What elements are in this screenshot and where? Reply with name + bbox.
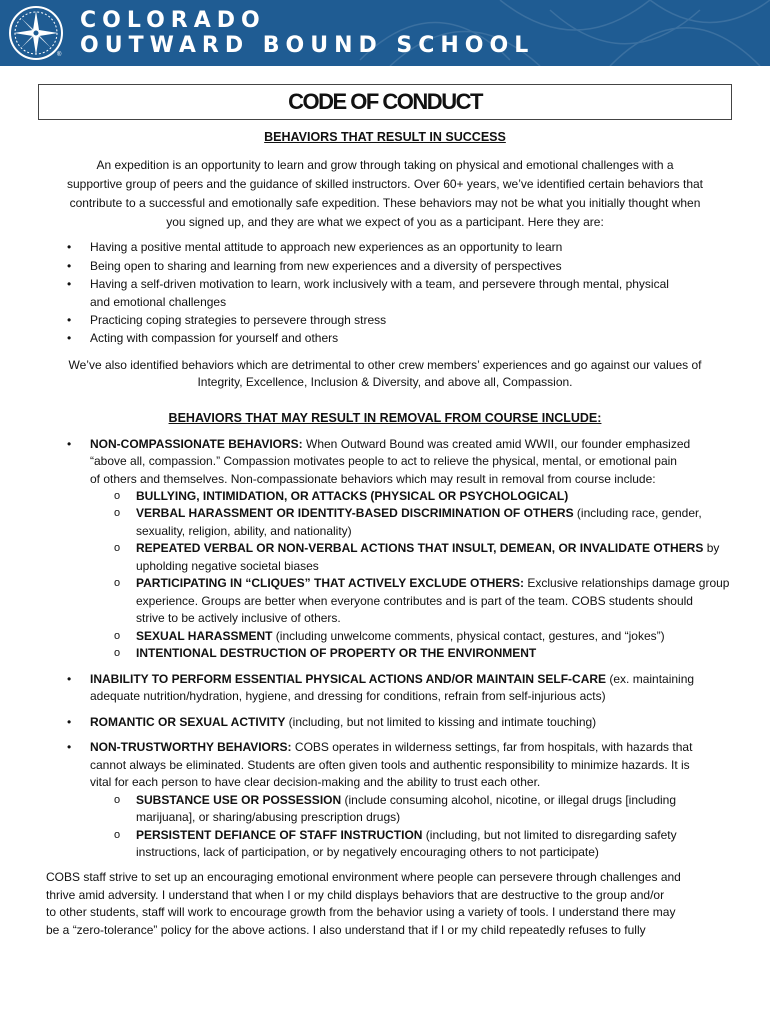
item-text: (including, but not limited to kissing and intimate touching) xyxy=(285,715,597,729)
sub-item-text: (including race, gender, xyxy=(573,506,702,520)
bullet-icon: • xyxy=(67,259,72,273)
item-label: INABILITY TO PERFORM ESSENTIAL PHYSICAL ACTIONS AND/OR MAINTAIN SELF-CARE xyxy=(90,672,607,686)
intro-line: An expedition is an opportunity to learn and grow through taking on physical and emotional challenges with a xyxy=(96,158,674,172)
bullet-icon: • xyxy=(67,277,72,291)
sub-item-text: (include consuming alcohol, nicotine, or illegal drugs [including xyxy=(341,793,677,807)
sub-item-text: Exclusive relationships damage group xyxy=(524,576,730,590)
sub-item xyxy=(136,826,677,845)
sub-item-cont: sexuality, religion, ability, and nationality) xyxy=(136,524,352,538)
header-banner xyxy=(0,0,770,66)
org-name-line1: COLORADO xyxy=(80,8,266,33)
item-text: (ex. maintaining xyxy=(606,672,695,686)
item-text-cont: “above all, compassion.” Compassion motivates people to act to relieve the physical, mental, or emotional pain xyxy=(90,454,677,468)
sub-item xyxy=(136,627,665,646)
success-bullet-cont: and emotional challenges xyxy=(90,295,227,309)
item-text: COBS operates in wilderness settings, far from hospitals, with hazards that xyxy=(291,740,693,754)
sub-item-cont: strive to be actively inclusive of others. xyxy=(136,611,341,625)
removal-heading: BEHAVIORS THAT MAY RESULT IN REMOVAL FROM COURSE INCLUDE: xyxy=(168,411,602,425)
sub-item xyxy=(136,539,719,558)
sub-item-label: SEXUAL HARASSMENT xyxy=(136,629,273,643)
title-box xyxy=(38,84,732,120)
success-bullet: Practicing coping strategies to persevere through stress xyxy=(90,313,387,327)
sub-bullet-icon: o xyxy=(114,577,121,589)
sub-item-text: (including, but not limited to disregarding safety xyxy=(422,828,677,842)
selfcare-item xyxy=(90,670,694,689)
sub-item-label: INTENTIONAL DESTRUCTION OF PROPERTY OR THE ENVIRONMENT xyxy=(136,646,537,660)
item-text-cont: adequate nutrition/hydration, hygiene, and dressing for conditions, refrain from self-injurious acts) xyxy=(90,689,606,703)
sub-bullet-icon: o xyxy=(114,490,121,502)
sub-bullet-icon: o xyxy=(114,630,121,642)
sub-item xyxy=(136,644,536,663)
sub-bullet-icon: o xyxy=(114,794,121,806)
sub-item xyxy=(136,791,676,810)
sub-bullet-icon: o xyxy=(114,829,121,841)
intro-line: contribute to a successful and emotionally safe expedition. These behaviors may not be what you initially thought when xyxy=(69,196,701,210)
sub-item-text: by xyxy=(703,541,720,555)
success-bullet: Having a self-driven motivation to learn, work inclusively with a team, and persevere through mental, physical xyxy=(90,277,669,291)
sub-item-label: SUBSTANCE USE OR POSSESSION xyxy=(136,793,342,807)
bullet-icon: • xyxy=(67,331,72,345)
success-bullet: Being open to sharing and learning from new experiences and a diversity of perspectives xyxy=(90,259,562,273)
closing-line: be a “zero-tolerance” policy for the above actions. I also understand that if I or my child repeatedly refuses to fully xyxy=(46,923,646,937)
sub-bullet-icon: o xyxy=(114,647,121,659)
closing-line: thrive amid adversity. I understand that when I or my child displays behaviors that are destructive to the group and/or xyxy=(46,888,665,902)
sub-item xyxy=(136,504,702,523)
sub-item-label: REPEATED VERBAL OR NON-VERBAL ACTIONS THAT INSULT, DEMEAN, OR INVALIDATE OTHERS xyxy=(136,541,704,555)
values-line: Integrity, Excellence, Inclusion & Diversity, and above all, Compassion. xyxy=(197,375,573,389)
bullet-icon: • xyxy=(67,740,72,754)
trust-item xyxy=(90,738,692,757)
success-bullet: Having a positive mental attitude to approach new experiences as an opportunity to learn xyxy=(90,240,563,254)
item-text: When Outward Bound was created amid WWII, our founder emphasized xyxy=(302,437,691,451)
org-name-line2: OUTWARD BOUND SCHOOL xyxy=(80,33,535,58)
success-heading: BEHAVIORS THAT RESULT IN SUCCESS xyxy=(264,130,506,144)
item-text-cont: of others and themselves. Non-compassionate behaviors which may result in removal from course include: xyxy=(90,472,656,486)
romantic-item xyxy=(90,713,596,732)
intro-line: you signed up, and they are what we expect of you as a participant. Here they are: xyxy=(166,215,604,229)
compass-logo-icon xyxy=(8,5,64,61)
bullet-icon: • xyxy=(67,313,72,327)
item-label: ROMANTIC OR SEXUAL ACTIVITY xyxy=(90,715,286,729)
sub-item-cont: instructions, lack of participation, or by negatively encouraging others to not participate) xyxy=(136,845,599,859)
sub-item-cont: experience. Groups are better when everyone contributes and is part of the team. COBS students should xyxy=(136,594,693,608)
bullet-icon: • xyxy=(67,437,72,451)
sub-item xyxy=(136,487,568,506)
sub-item-cont: upholding negative societal biases xyxy=(136,559,319,573)
item-label: NON-TRUSTWORTHY BEHAVIORS: xyxy=(90,740,292,754)
document-title: CODE OF CONDUCT xyxy=(288,89,482,114)
noncompassionate-item xyxy=(90,435,690,454)
item-text-cont: vital for each person to have clear decision-making and the ability to trust each other. xyxy=(90,775,541,789)
bullet-icon: • xyxy=(67,715,72,729)
closing-line: to other students, staff will work to encourage growth from the behavior using a variety of tools. I understand there may xyxy=(46,905,676,919)
sub-bullet-icon: o xyxy=(114,507,121,519)
success-bullet: Acting with compassion for yourself and others xyxy=(90,331,339,345)
sub-bullet-icon: o xyxy=(114,542,121,554)
values-line: We’ve also identified behaviors which are detrimental to other crew members’ experiences and go against our values of xyxy=(68,358,702,372)
sub-item-cont: marijuana], or sharing/abusing prescription drugs) xyxy=(136,810,401,824)
item-text-cont: cannot always be eliminated. Students are often given tools and authentic responsibility to minimize hazards. It is xyxy=(90,758,690,772)
sub-item-label: PERSISTENT DEFIANCE OF STAFF INSTRUCTION xyxy=(136,828,423,842)
intro-line: supportive group of peers and the guidance of skilled instructors. Over 60+ years, we’ve identified certain behaviors that xyxy=(66,177,704,191)
closing-line: COBS staff strive to set up an encouraging emotional environment where people can persevere through challenges and xyxy=(46,870,681,884)
item-label: NON-COMPASSIONATE BEHAVIORS: xyxy=(90,437,303,451)
sub-item-label: PARTICIPATING IN “CLIQUES” THAT ACTIVELY EXCLUDE OTHERS: xyxy=(136,576,525,590)
sub-item-text: (including unwelcome comments, physical contact, gestures, and “jokes”) xyxy=(272,629,665,643)
bullet-icon: • xyxy=(67,240,72,254)
bullet-icon: • xyxy=(67,672,72,686)
registered-mark: ® xyxy=(57,52,62,58)
sub-item xyxy=(136,574,729,593)
sub-item-label: BULLYING, INTIMIDATION, OR ATTACKS (PHYSICAL OR PSYCHOLOGICAL) xyxy=(136,489,569,503)
sub-item-label: VERBAL HARASSMENT OR IDENTITY-BASED DISCRIMINATION OF OTHERS xyxy=(136,506,574,520)
